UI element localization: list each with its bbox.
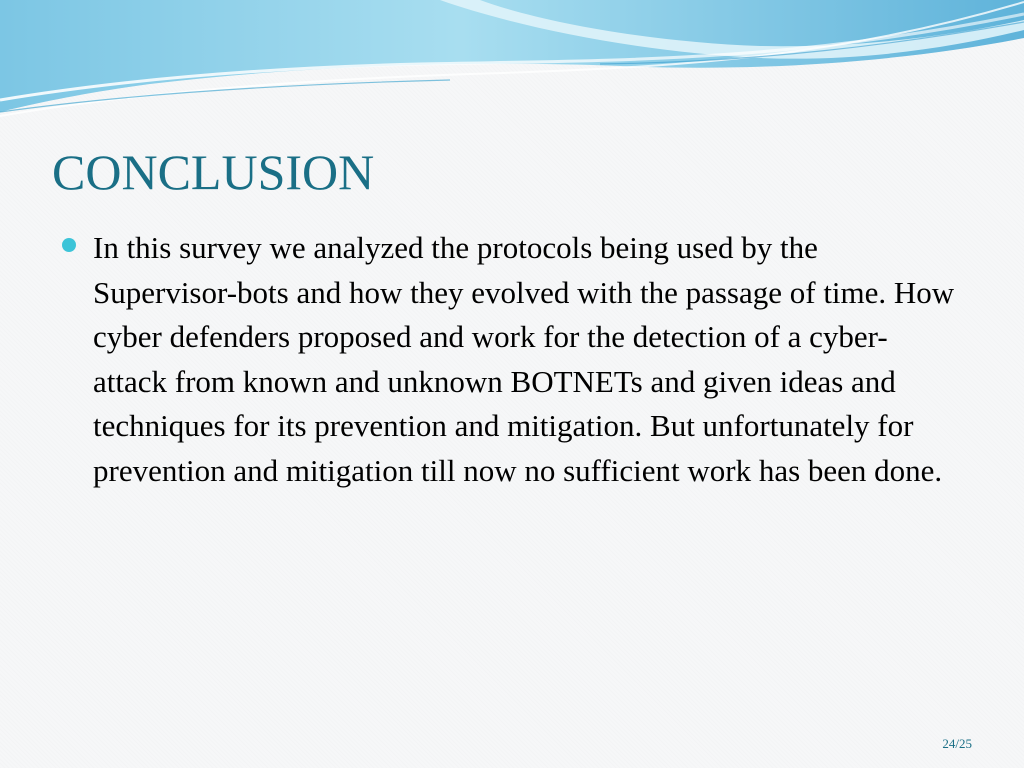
header-wave-decoration [0,0,1024,120]
bullet-list [60,226,960,493]
page-number: 24/25 [942,736,972,751]
bullet-dot-icon [62,238,76,252]
bullet-text: In this survey we analyzed the protocols being used by the Supervisor-bots and how they evolved with the passage of time. How cyber defenders proposed and work for the detection of a cyber-attack from known and unknown BOTNETs and given ideas and techniques for its prevention and mitigation. But unfortunately for prevention and mitigation till now no sufficient work has been done. [93,230,955,488]
slide-title: CONCLUSION [52,144,375,200]
bullet-item [60,226,960,493]
